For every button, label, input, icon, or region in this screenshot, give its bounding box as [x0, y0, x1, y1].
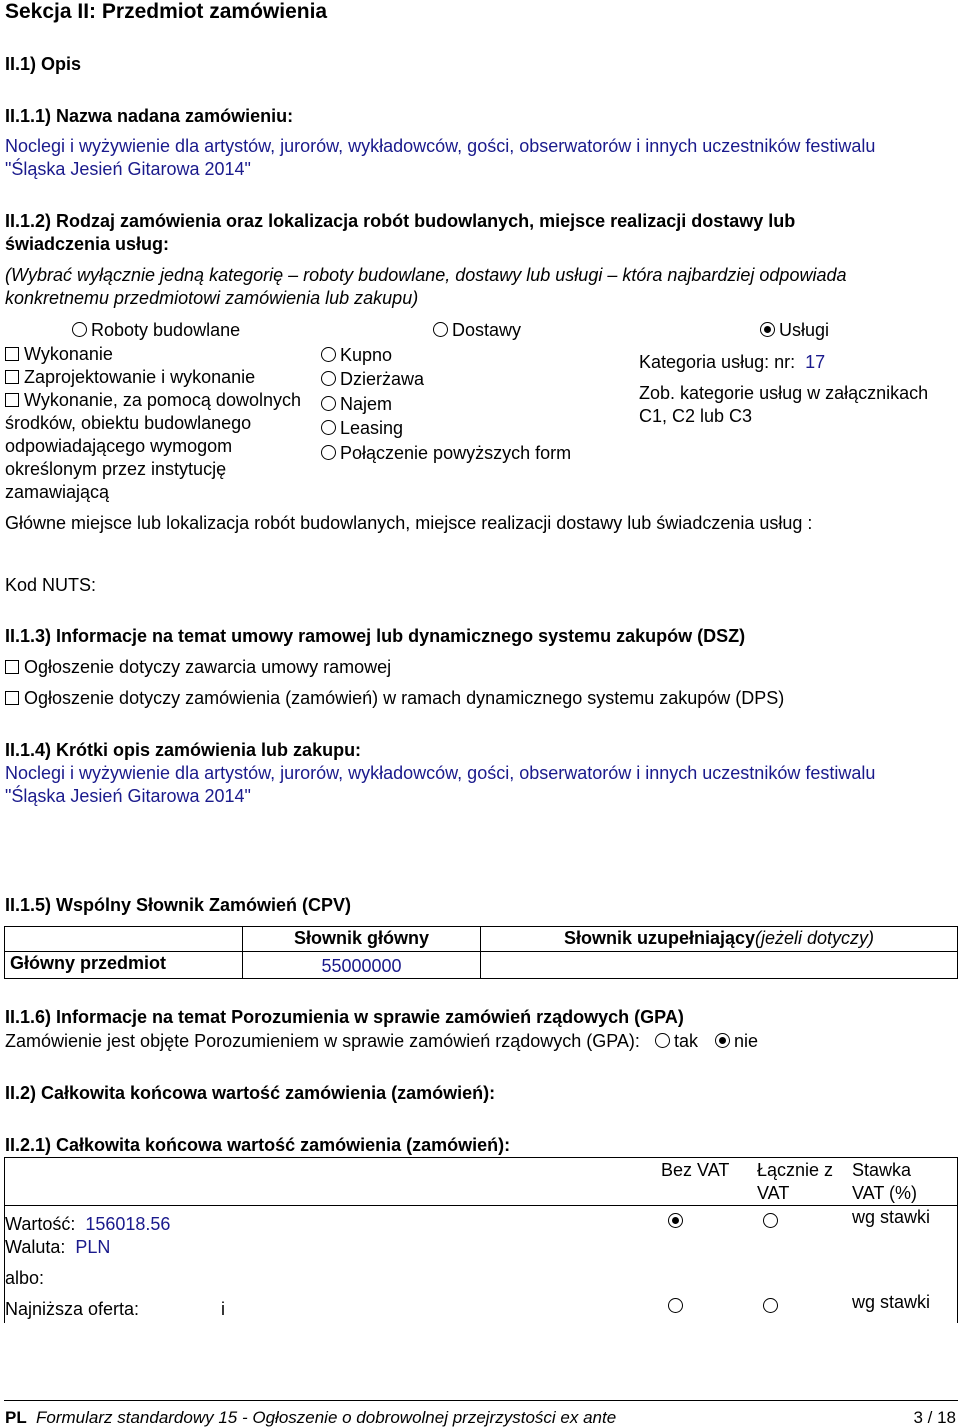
value-vat-rate: wg stawki — [852, 1207, 931, 1227]
value-without-vat-radio[interactable] — [668, 1210, 687, 1233]
category-note-line1: (Wybrać wyłącznie jedną kategorię – roboty budowlane, dostawy lub usługi – która najbardziej odpowiada — [5, 265, 847, 285]
value-with-vat-radio[interactable] — [763, 1210, 782, 1233]
category-supplies[interactable]: Dostawy — [433, 319, 521, 342]
lowest-with-vat-radio[interactable] — [763, 1295, 782, 1318]
radio-icon[interactable] — [72, 322, 87, 337]
cpv-table — [4, 926, 958, 979]
heading-ii11: II.1.1) Nazwa nadana zamówieniu: — [5, 106, 294, 126]
gpa-question: Zamówienie jest objęte Porozumieniem w sprawie zamówień rządowych (GPA): tak nie — [5, 1031, 758, 1051]
radio-selected-icon[interactable] — [715, 1033, 730, 1048]
heading-ii21: II.2.1) Całkowita końcowa wartość zamówienia (zamówień): — [5, 1135, 511, 1155]
checkbox-icon[interactable] — [5, 660, 19, 674]
checkbox-icon[interactable] — [5, 393, 19, 407]
radio-icon[interactable] — [433, 322, 448, 337]
radio-icon[interactable] — [668, 1298, 683, 1313]
works-option-execution[interactable]: Wykonanie — [5, 343, 113, 366]
value-amount: 156018.56 — [85, 1214, 171, 1234]
category-services[interactable]: Usługi — [760, 319, 829, 342]
currency-row: Waluta: PLN — [5, 1237, 111, 1257]
nuts-code-label: Kod NUTS: — [5, 575, 97, 595]
supplies-option-leasing[interactable]: Leasing — [321, 417, 403, 440]
radio-icon[interactable] — [763, 1213, 778, 1228]
heading-ii16: II.1.6) Informacje na temat Porozumienia w sprawie zamówień rządowych (GPA) — [5, 1007, 684, 1027]
value-row: Wartość: 156018.56 — [5, 1214, 171, 1234]
header-with-vat-line2: VAT — [757, 1183, 790, 1203]
contract-name-line1: Noclegi i wyżywienie dla artystów, jurorów, wykładowców, gości, obserwatorów i innych uczestników festiwalu — [5, 136, 876, 156]
value-table-divider — [4, 1205, 958, 1206]
works-option-realisation-line5: zamawiającą — [5, 482, 110, 502]
category-works[interactable]: Roboty budowlane — [72, 319, 240, 342]
header-vat-rate-line2: VAT (%) — [852, 1183, 918, 1203]
cpv-row-label: Główny przedmiot — [5, 952, 243, 979]
works-option-realisation-line3: odpowiadającego wymogom — [5, 436, 233, 456]
gpa-yes-option[interactable]: tak — [655, 1031, 698, 1051]
heading-ii13: II.1.3) Informacje na temat umowy ramowej lub dynamicznego systemu zakupów (DSZ) — [5, 626, 746, 646]
lowest-vat-rate: wg stawki — [852, 1292, 931, 1312]
heading-ii12-line1: II.1.2) Rodzaj zamówienia oraz lokalizacja robót budowlanych, miejsce realizacji dostawy lub — [5, 211, 796, 231]
supplies-option-purchase[interactable]: Kupno — [321, 344, 392, 367]
radio-icon[interactable] — [321, 420, 336, 435]
contract-name-line2: "Śląska Jesień Gitarowa 2014" — [5, 159, 251, 179]
heading-ii2: II.2) Całkowita końcowa wartość zamówienia (zamówień): — [5, 1083, 496, 1103]
heading-ii12-line2: świadczenia usług: — [5, 234, 170, 254]
lowest-offer-label: Najniższa oferta: — [5, 1299, 140, 1319]
supplies-option-rental[interactable]: Najem — [321, 393, 392, 416]
or-label: albo: — [5, 1268, 45, 1288]
heading-ii15: II.1.5) Wspólny Słownik Zamówień (CPV) — [5, 895, 352, 915]
radio-icon[interactable] — [655, 1033, 670, 1048]
footer-page-number: 3 / 18 — [913, 1408, 956, 1427]
radio-selected-icon[interactable] — [668, 1213, 683, 1228]
section-title: Sekcja II: Przedmiot zamówienia — [5, 0, 328, 23]
main-place-label: Główne miejsce lub lokalizacja robót budowlanych, miejsce realizacji dostawy lub świadczenia usług : — [5, 513, 813, 533]
footer-title: Formularz standardowy 15 - Ogłoszenie o dobrowolnej przejrzystości ex ante — [36, 1408, 617, 1427]
short-description-line2: "Śląska Jesień Gitarowa 2014" — [5, 786, 251, 806]
radio-icon[interactable] — [321, 445, 336, 460]
lowest-offer-and: i — [221, 1299, 225, 1319]
footer-language: PL — [5, 1408, 27, 1427]
heading-ii1: II.1) Opis — [5, 54, 82, 74]
footer-divider — [4, 1400, 958, 1401]
service-category-note-line1: Zob. kategorie usług w załącznikach — [639, 383, 929, 403]
cpv-main-code: 55000000 — [243, 952, 481, 979]
radio-icon[interactable] — [321, 396, 336, 411]
works-option-realisation[interactable]: Wykonanie, za pomocą dowolnych — [5, 389, 301, 412]
gpa-no-option[interactable]: nie — [715, 1031, 758, 1051]
service-category-note-line2: C1, C2 lub C3 — [639, 406, 753, 426]
supplies-option-lease[interactable]: Dzierżawa — [321, 368, 424, 391]
service-category-value: 17 — [805, 352, 826, 372]
radio-icon[interactable] — [763, 1298, 778, 1313]
service-category: Kategoria usług: nr: 17 — [639, 352, 826, 372]
lowest-without-vat-radio[interactable] — [668, 1295, 687, 1318]
works-option-realisation-line4: określonym przez instytucję — [5, 459, 227, 479]
works-option-design-execution[interactable]: Zaprojektowanie i wykonanie — [5, 366, 255, 389]
header-without-vat: Bez VAT — [661, 1160, 730, 1180]
framework-agreement-option[interactable]: Ogłoszenie dotyczy zawarcia umowy ramowej — [5, 656, 391, 679]
supplies-option-combination[interactable]: Połączenie powyższych form — [321, 442, 571, 465]
short-description-line1: Noclegi i wyżywienie dla artystów, jurorów, wykładowców, gości, obserwatorów i innych uczestników festiwalu — [5, 763, 876, 783]
category-note-line2: konkretnemu przedmiotowi zamówienia lub zakupu) — [5, 288, 419, 308]
dps-option[interactable]: Ogłoszenie dotyczy zamówienia (zamówień) w ramach dynamicznego systemu zakupów (DPS) — [5, 687, 784, 710]
radio-icon[interactable] — [321, 347, 336, 362]
currency-value: PLN — [75, 1237, 111, 1257]
cpv-header-main: Słownik główny — [243, 927, 481, 952]
checkbox-icon[interactable] — [5, 691, 19, 705]
checkbox-icon[interactable] — [5, 370, 19, 384]
radio-selected-icon[interactable] — [760, 322, 775, 337]
radio-icon[interactable] — [321, 371, 336, 386]
header-with-vat-line1: Łącznie z — [757, 1160, 834, 1180]
cpv-header-supplementary: Słownik uzupełniający(jeżeli dotyczy) — [481, 927, 958, 952]
heading-ii14: II.1.4) Krótki opis zamówienia lub zakupu: — [5, 740, 362, 760]
header-vat-rate-line1: Stawka — [852, 1160, 912, 1180]
checkbox-icon[interactable] — [5, 347, 19, 361]
works-option-realisation-line2: środków, obiektu budowlanego — [5, 413, 252, 433]
